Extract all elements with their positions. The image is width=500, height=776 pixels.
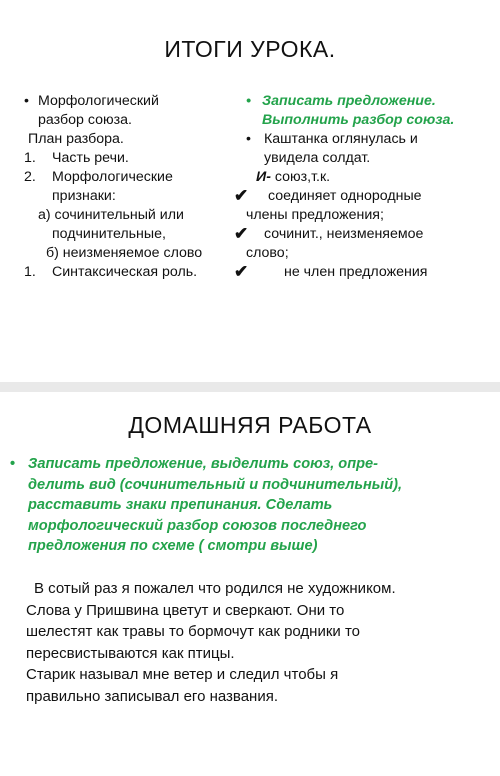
feature-1-line-2: члены предложения; [246,207,384,223]
text-line: В сотый раз я пожалел что родился не художником. [34,580,396,597]
homework-slide [0,392,500,776]
text-line: пересвистываются как птицы. [26,644,235,662]
analysis-plan-column [24,92,244,282]
plan-item-1 [24,149,244,168]
green-task [246,92,486,130]
feature-3 [234,262,486,282]
conjunction-note: союз,т.к. [270,169,331,185]
plan-item-3 [24,263,244,282]
plan-item-3-text: Синтаксическая роль. [52,264,198,280]
slide-title: ИТОГИ УРОКА. [164,36,336,62]
task-line: расставить знаки препинания. Сделать [28,497,333,513]
feature-1 [234,186,486,225]
task-line: предложения по схеме ( смотри выше) [28,538,318,554]
plan-heading: План разбора. [28,131,124,147]
green-task-line-2: Выполнить разбор союза. [262,112,455,128]
check-icon: ✔ [234,224,249,243]
feature-2-line-2: слово; [246,245,289,261]
text-line: правильно записывал его названия. [26,687,279,705]
text-line: шелестят как травы то бормочут как родники то [26,623,360,640]
plan-bullet [24,92,244,130]
plan-item-1-number: 1. [24,150,36,166]
example-column [234,92,486,282]
example-sentence [246,130,486,168]
feature-2 [234,224,486,263]
summary-slide [0,0,500,382]
feature-2-line-1: сочинит., неизменяемое [264,226,424,242]
task-line: • Записать предложение, выделить союз, опре- [10,454,490,475]
slide-title: ДОМАШНЯЯ РАБОТА [128,412,372,438]
plan-item-3-number: 1. [24,264,36,280]
plan-item-1-text: Часть речи. [52,150,129,166]
example-sentence-line-1: • Каштанка оглянулась и [264,131,418,147]
check-icon: ✔ [234,186,249,205]
plan-item-2-number: 2. [24,169,36,185]
feature-1-line-1: соединяет однородные [268,188,422,204]
task-line: делить вид (сочинительный и подчинительный), [28,476,403,493]
task-line: морфологический разбор союзов последнего [28,517,367,534]
conjunction-label [246,168,486,187]
text-line: Слова у Пришвина цветут и сверкают. Они то [26,601,345,619]
plan-item-2-line-1: Морфологические [52,169,173,185]
bullet-text-line-1: • Морфологический [38,93,159,109]
conjunction-letter: И- [256,169,271,185]
plan-subitem-b: б) неизменяемое слово [46,245,203,261]
homework-text [26,578,486,707]
plan-item-2 [24,168,244,206]
plan-item-2-line-2: признаки: [52,188,116,204]
plan-subitem-a-line-2: подчинительные, [52,226,166,242]
feature-3-line: не член предложения [284,264,428,280]
bullet-text-line-2: разбор союза. [38,112,132,128]
example-sentence-line-2: увидела солдат. [264,150,371,166]
text-line: Старик называл мне ветер и следил чтобы я [26,666,339,683]
plan-subitem-a-line-1: а) сочинительный или [38,207,184,223]
green-task-line-1: • Записать предложение. [262,93,436,109]
check-icon: ✔ [234,262,249,281]
plan-subitem-a [24,206,244,244]
homework-task [10,454,490,557]
